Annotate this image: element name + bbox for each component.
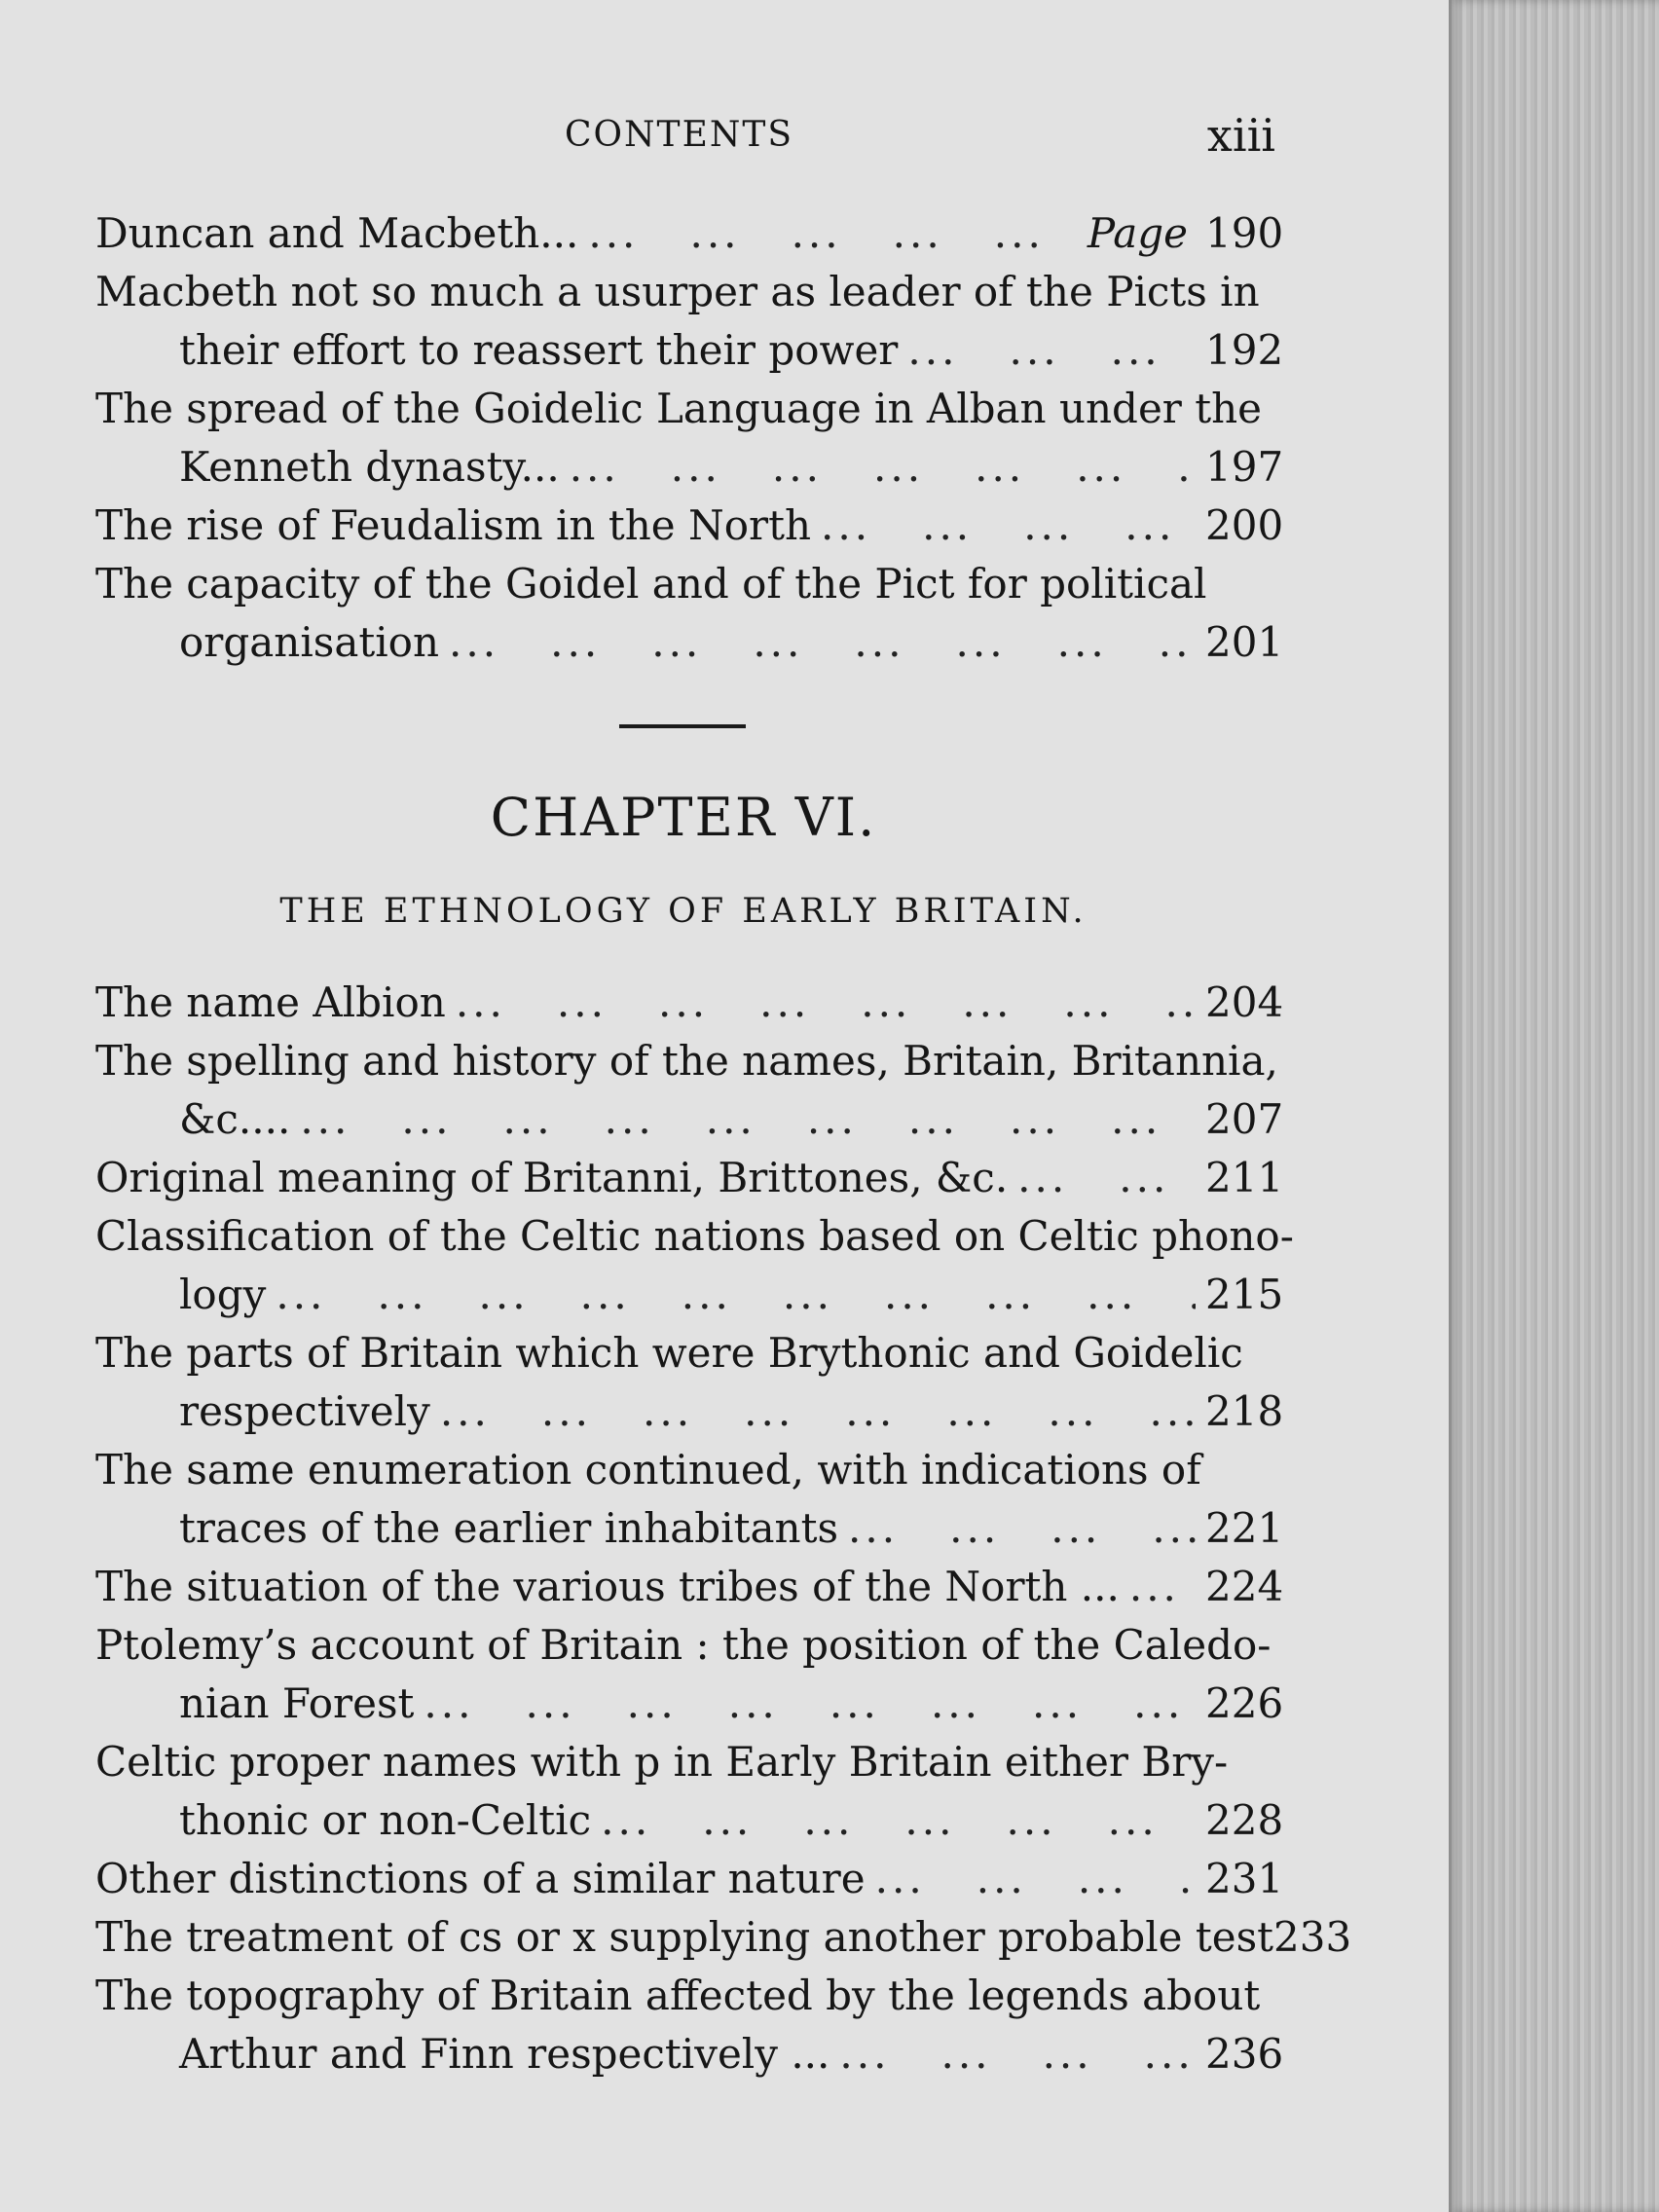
entry-page-number: 218 xyxy=(1205,1387,1284,1435)
entry-text: The rise of Feudalism in the North xyxy=(95,501,811,549)
entry-text: Classification of the Celtic nations based on Celtic phono- xyxy=(95,1212,1294,1260)
page-edge xyxy=(1449,0,1659,2212)
toc-entry xyxy=(95,1850,1284,1908)
entry-text: The situation of the various tribes of the North ... xyxy=(95,1563,1120,1610)
entry-text: The topography of Britain affected by the legends about xyxy=(95,1972,1261,2019)
entry-text: The treatment of cs or x supplying another probable test xyxy=(95,1913,1274,1961)
entry-text-continued: their effort to reassert their power xyxy=(179,326,899,374)
entry-text: The parts of Britain which were Brythonic and Goidelic xyxy=(95,1329,1243,1377)
entry-page-number: 224 xyxy=(1205,1563,1284,1610)
entry-text: The name Albion xyxy=(95,978,446,1026)
toc-entry xyxy=(95,497,1284,555)
toc-entry xyxy=(95,974,1284,1032)
toc-entry xyxy=(95,380,1284,497)
entry-text: Celtic proper names with p in Early Britain either Bry- xyxy=(95,1738,1229,1786)
entry-page-number: 201 xyxy=(1205,618,1284,666)
dot-leader xyxy=(276,1266,1196,1324)
dot-leader xyxy=(449,613,1196,672)
entry-text-continued: Arthur and Finn respectively ... xyxy=(179,2030,830,2078)
entry-page-number: 221 xyxy=(1205,1504,1284,1552)
entry-text-continued: traces of the earlier inhabitants xyxy=(179,1504,839,1552)
toc-entry xyxy=(95,263,1284,380)
dot-leader xyxy=(424,1675,1196,1733)
dot-leader xyxy=(1129,1558,1196,1616)
dot-leader xyxy=(821,497,1196,555)
dot-leader xyxy=(570,438,1196,497)
entry-page-number: 207 xyxy=(1205,1095,1284,1143)
entry-text-continued: Kenneth dynasty... xyxy=(179,443,560,491)
toc-entry xyxy=(95,1032,1284,1149)
entry-text-continued: nian Forest xyxy=(179,1679,415,1727)
entry-text-continued: logy xyxy=(179,1271,267,1318)
toc-entry xyxy=(95,1441,1284,1558)
entry-text: The spelling and history of the names, Britain, Britannia, xyxy=(95,1037,1278,1085)
entry-page-number: 200 xyxy=(1205,501,1284,549)
toc-entry xyxy=(95,1616,1284,1733)
dot-leader xyxy=(300,1090,1196,1149)
entry-page-number: 192 xyxy=(1205,326,1284,374)
running-head xyxy=(0,109,1275,167)
dot-leader xyxy=(601,1791,1196,1850)
dot-leader xyxy=(848,1499,1196,1558)
entry-text-continued: respectively xyxy=(179,1387,430,1435)
toc-entry xyxy=(95,1967,1284,2083)
entry-page-number: 211 xyxy=(1205,1154,1284,1201)
entry-page-number: 215 xyxy=(1205,1271,1284,1318)
entry-text: The spread of the Goidelic Language in Alban under the xyxy=(95,385,1263,432)
section-divider xyxy=(619,724,746,728)
toc-entry xyxy=(95,204,1284,263)
dot-leader xyxy=(456,974,1196,1032)
entry-page-number: 197 xyxy=(1205,443,1284,491)
entry-text: Duncan and Macbeth... xyxy=(95,209,579,257)
entry-text: Ptolemy’s account of Britain : the position of the Caledo- xyxy=(95,1621,1272,1669)
toc-entry xyxy=(95,1149,1284,1207)
chapter-heading: CHAPTER VI. xyxy=(490,787,877,848)
dot-leader xyxy=(907,321,1196,380)
toc-entry xyxy=(95,1908,1352,1967)
toc-entry xyxy=(95,555,1284,672)
entry-text-continued: &c.... xyxy=(179,1095,291,1143)
entry-text-continued: organisation xyxy=(179,618,440,666)
chapter-subtitle: THE ETHNOLOGY OF EARLY BRITAIN. xyxy=(279,892,1088,931)
entry-text: The capacity of the Goidel and of the Pict for political xyxy=(95,560,1207,608)
page-label: Page xyxy=(1087,209,1188,257)
dot-leader xyxy=(839,2025,1196,2083)
dot-leader xyxy=(440,1382,1196,1441)
toc-entry xyxy=(95,1733,1284,1850)
entry-page-number: 190 xyxy=(1205,209,1284,257)
entry-page-number: 236 xyxy=(1205,2030,1284,2078)
entry-text: The same enumeration continued, with indications of xyxy=(95,1446,1201,1493)
dot-leader xyxy=(588,204,1077,263)
toc-entry xyxy=(95,1324,1284,1441)
entry-text-continued: thonic or non-Celtic xyxy=(179,1796,592,1844)
toc-entry xyxy=(95,1207,1294,1324)
folio-page-number: xiii xyxy=(1206,109,1275,162)
entry-text: Macbeth not so much a usurper as leader of the Picts in xyxy=(95,268,1260,315)
toc-entry xyxy=(95,1558,1284,1616)
running-title: CONTENTS xyxy=(565,115,794,155)
entry-text: Original meaning of Britanni, Brittones, &c. xyxy=(95,1154,1009,1201)
entry-page-number: 233 xyxy=(1273,1913,1352,1961)
entry-page-number: 228 xyxy=(1205,1796,1284,1844)
entry-page-number: 204 xyxy=(1205,978,1284,1026)
dot-leader xyxy=(875,1850,1196,1908)
entry-page-number: 231 xyxy=(1205,1855,1284,1902)
entry-page-number: 226 xyxy=(1205,1679,1284,1727)
dot-leader xyxy=(1017,1149,1196,1207)
entry-text: Other distinctions of a similar nature xyxy=(95,1855,866,1902)
